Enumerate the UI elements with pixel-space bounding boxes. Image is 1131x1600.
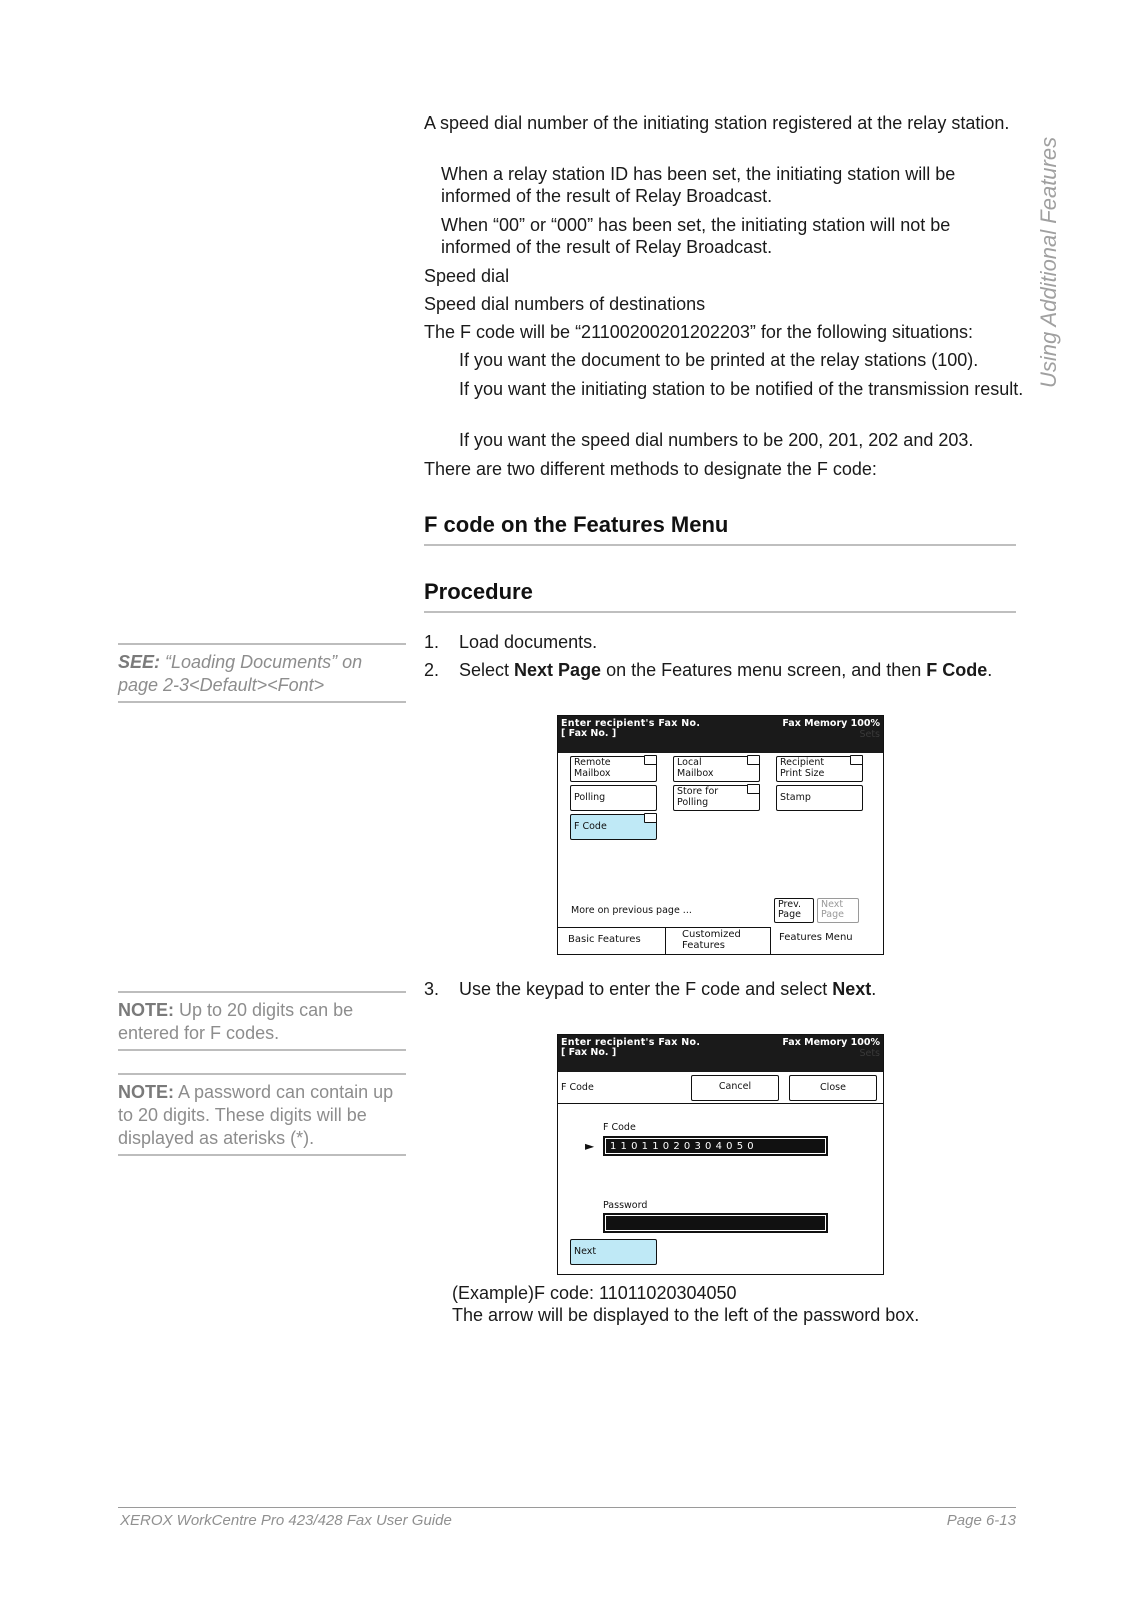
see-note [118, 643, 406, 703]
tab-features-menu[interactable]: Features Menu [771, 927, 883, 953]
paragraph: There are two different methods to designate the F code: [424, 459, 877, 479]
arrow-pointer-icon: ► [585, 1139, 595, 1153]
header-prompt: Enter recipient's Fax No. [561, 1037, 701, 1048]
sets-indicator: Sets [859, 1048, 880, 1059]
password-field[interactable] [603, 1213, 828, 1233]
next-button[interactable]: Next [570, 1239, 657, 1265]
screen-header [558, 1035, 883, 1072]
local-mailbox-button[interactable]: Local Mailbox [673, 756, 760, 782]
note-password [118, 1073, 406, 1156]
tab-customized-features[interactable]: Customized Features [666, 928, 771, 954]
section-side-tab-label: Using Additional Features [1036, 136, 1061, 388]
paragraph: If you want the initiating station to be notified of the transmission result. [459, 379, 1024, 399]
header-prompt: Enter recipient's Fax No. [561, 718, 701, 729]
step-text: Load documents. [459, 632, 598, 652]
sets-indicator: Sets [859, 729, 880, 740]
step-text: Select Next Page on the Features menu screen, and then F Code. [459, 660, 993, 680]
header-fax-no: [ Fax No. ] [561, 728, 617, 739]
paragraph: Speed dial [424, 266, 510, 286]
f-code-field[interactable]: 11011020304050 [603, 1136, 828, 1156]
footer-title: XEROX WorkCentre Pro 423/428 Fax User Guide [120, 1512, 452, 1529]
stamp-button[interactable]: Stamp [776, 785, 863, 811]
options-icon [850, 755, 863, 765]
note-text: A password can contain up to 20 digits. These digits will be displayed as aterisks (*). [118, 1082, 394, 1148]
options-icon [747, 784, 760, 794]
f-code-button[interactable]: F Code [570, 814, 657, 840]
options-icon [644, 755, 657, 765]
options-icon [747, 755, 760, 765]
paragraph: If you want the document to be printed at the relay stations (100). [459, 350, 979, 370]
polling-button[interactable]: Polling [570, 785, 657, 811]
note-label: NOTE: [118, 1000, 174, 1020]
note-text: Up to 20 digits can be entered for F codes. [118, 1000, 354, 1043]
example-caption: (Example)F code: 11011020304050 [452, 1283, 737, 1303]
cancel-button[interactable]: Cancel [691, 1075, 779, 1101]
fax-memory-indicator: Fax Memory 100% [782, 718, 880, 729]
step-number: 2. [424, 660, 440, 680]
note-digits [118, 991, 406, 1051]
remote-mailbox-button[interactable]: Remote Mailbox [570, 756, 657, 782]
store-for-polling-button[interactable]: Store for Polling [673, 785, 760, 811]
prev-page-button[interactable]: Prev. Page [774, 898, 814, 923]
password-label: Password [603, 1200, 648, 1211]
divider [558, 1103, 883, 1104]
close-button[interactable]: Close [789, 1075, 877, 1101]
page-number: Page 6-13 [946, 1512, 1016, 1529]
step-number: 1. [424, 632, 440, 652]
header-fax-no: [ Fax No. ] [561, 1047, 617, 1058]
step-number: 3. [424, 979, 440, 999]
note-label: NOTE: [118, 1082, 174, 1102]
paragraph: When “00” or “000” has been set, the initiating station will not be informed of the result of Relay Broadcast. [441, 215, 951, 257]
options-icon [644, 813, 657, 823]
features-menu-screen [557, 715, 884, 955]
recipient-print-size-button[interactable]: Recipient Print Size [776, 756, 863, 782]
section-side-tab [1036, 118, 1070, 388]
footer-rule [118, 1507, 1016, 1508]
paragraph: Speed dial numbers of destinations [424, 294, 706, 314]
f-code-label: F Code [603, 1122, 636, 1133]
feature-tabs [558, 927, 883, 954]
paragraph: When a relay station ID has been set, the initiating station will be informed of the result of Relay Broadcast. [441, 164, 956, 206]
next-page-button[interactable]: Next Page [817, 898, 859, 923]
more-on-previous-page-text: More on previous page ... [571, 905, 692, 916]
step-text: Use the keypad to enter the F code and select Next. [459, 979, 877, 999]
tab-basic-features[interactable]: Basic Features [558, 928, 666, 954]
paragraph: A speed dial number of the initiating station registered at the relay station. [424, 113, 1010, 133]
see-note-label: SEE: [118, 652, 161, 672]
arrow-caption: The arrow will be displayed to the left of the password box. [452, 1305, 920, 1325]
fax-memory-indicator: Fax Memory 100% [782, 1037, 880, 1048]
paragraph: The F code will be “21100200201202203” for the following situations: [424, 322, 974, 342]
screen-header [558, 716, 883, 753]
section-heading: F code on the Features Menu [424, 512, 1016, 546]
screen-title: F Code [561, 1082, 594, 1093]
see-note-text: “Loading Documents” on page 2-3<Default><Font> [118, 652, 363, 695]
f-code-entry-screen [557, 1034, 884, 1275]
procedure-heading: Procedure [424, 579, 1016, 613]
paragraph: If you want the speed dial numbers to be 200, 201, 202 and 203. [459, 430, 974, 450]
